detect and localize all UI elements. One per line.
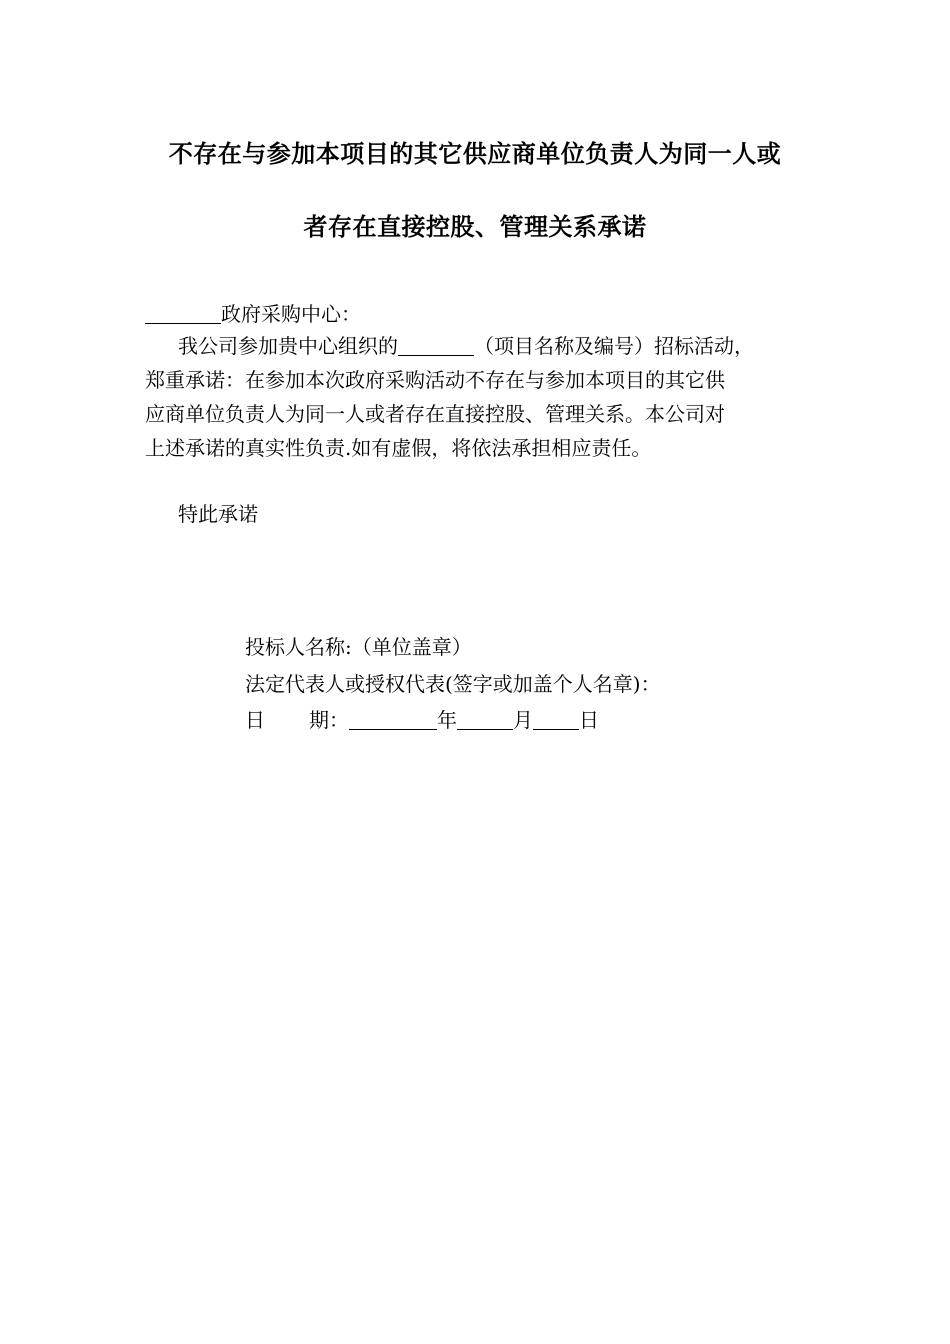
date-line (245, 703, 599, 737)
salutation (145, 297, 361, 331)
commitment-paragraph (145, 329, 815, 465)
closing-statement: 特此承诺 (178, 502, 258, 526)
salutation-text: 政府采购中心： (221, 302, 361, 326)
paragraph-line-1-end: （项目名称及编号）招标活动， (474, 334, 754, 358)
day-label: 日 (579, 708, 599, 732)
date-label-first-char: 日 (245, 708, 265, 732)
month-label: 月 (513, 708, 533, 732)
year-label: 年 (437, 708, 457, 732)
document-title-line-1: 不存在与参加本项目的其它供应商单位负责人为同一人或 (168, 140, 782, 168)
paragraph-line-1 (145, 329, 815, 363)
day-blank (533, 709, 579, 730)
paragraph-line-1-start: 我公司参加贵中心组织的 (178, 334, 398, 358)
representative-line: 法定代表人或授权代表(签字或加盖个人名章)： (245, 672, 661, 696)
bidder-name-line: 投标人名称:（单位盖章） (245, 635, 472, 659)
paragraph-line-2: 郑重承诺：在参加本次政府采购活动不存在与参加本项目的其它供 (145, 368, 725, 392)
agency-name-blank (145, 303, 221, 324)
month-blank (457, 709, 513, 730)
document-title-line-2: 者存在直接控股、管理关系承诺 (303, 213, 647, 241)
year-blank (349, 709, 437, 730)
paragraph-line-4: 上述承诺的真实性负责.如有虚假，将依法承担相应责任。 (145, 436, 652, 460)
paragraph-line-3: 应商单位负责人为同一人或者存在直接控股、管理关系。本公司对 (145, 402, 725, 426)
project-name-blank (398, 335, 474, 356)
date-label-rest: 期： (309, 708, 349, 732)
